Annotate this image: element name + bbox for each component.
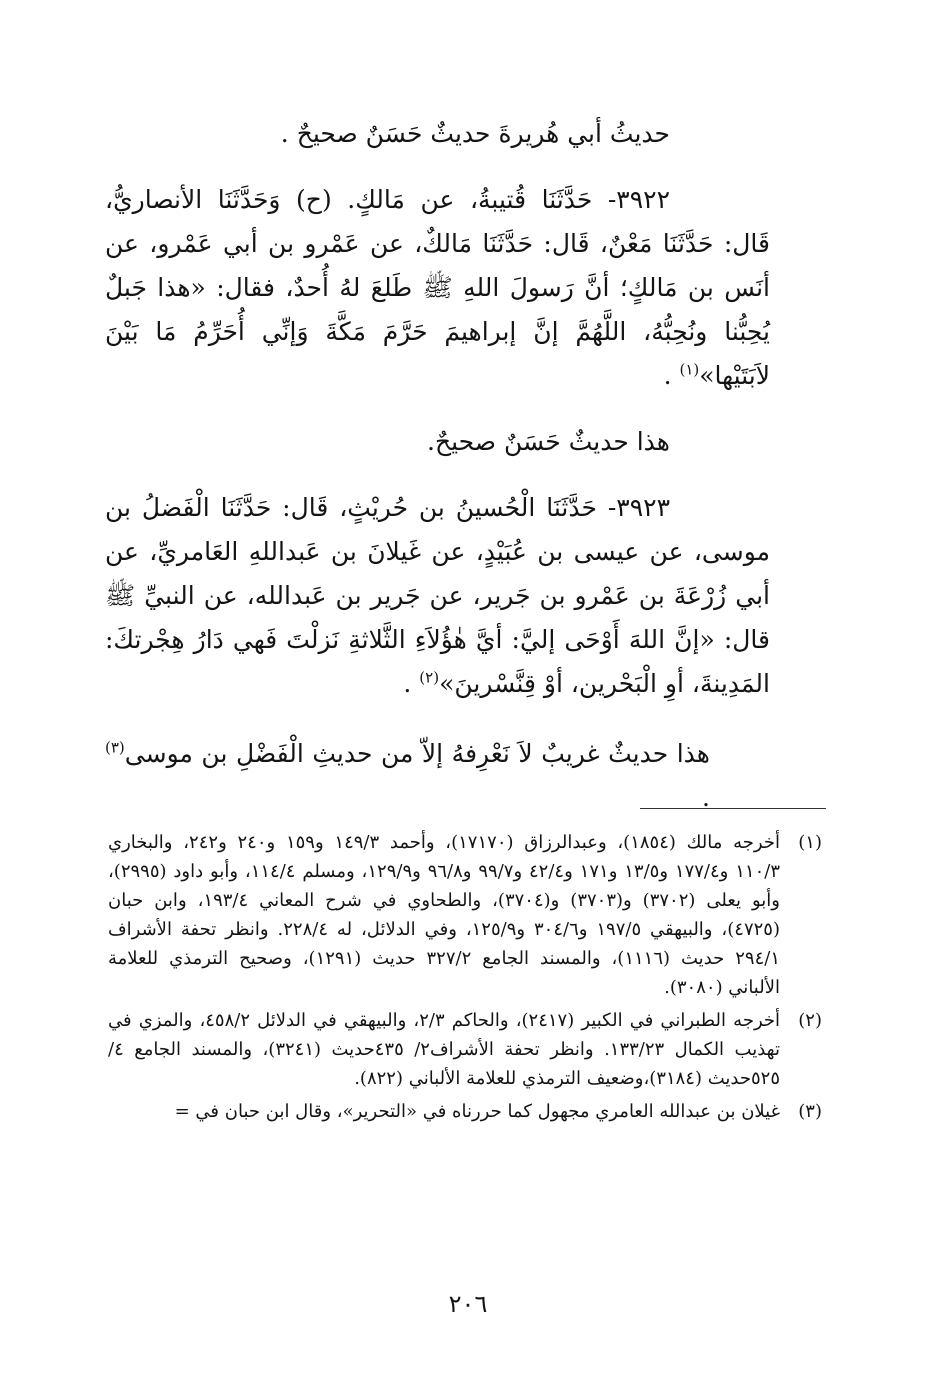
footnote-text: غيلان بن عبدالله العامري مجهول كما حررناه في «التحرير»، وقال ابن حبان في = xyxy=(174,1101,780,1122)
verdict-3923 xyxy=(105,732,770,820)
verdict-3922-text: هذا حديثٌ حَسَنٌ صحيحٌ. xyxy=(427,427,670,456)
verdict-text: حديثُ أبي هُريرةَ حديثٌ حَسَنٌ صحيحٌ . xyxy=(280,119,670,148)
hadith-3922-end: . xyxy=(663,361,680,390)
page-number: ٢٠٦ xyxy=(448,1290,488,1318)
hadith-3923 xyxy=(105,486,770,706)
footnote-text: أخرجه الطبراني في الكبير (٢٤١٧)، والحاكم ٢/٣، والبيهقي في الدلائل ٤٥٨/٢، والمزي في تهذيب الكمال ١٣٣/٢٣. وانظر تحفة الأشراف٢/ ٤٣٥حديث (٣٢٤١)، والمسند الجامع ٤/ ٥٢٥حديث (٣١٨٤)،وضعيف الترمذي للعلامة الألباني (٨٢٢). xyxy=(108,1010,781,1089)
hadith-3922 xyxy=(105,178,770,398)
verdict-3923-end: . xyxy=(702,783,710,812)
footnote-2 xyxy=(108,1006,822,1093)
main-text xyxy=(105,112,770,820)
footnote-1 xyxy=(108,828,822,1002)
footnotes xyxy=(108,828,822,1130)
footnote-divider xyxy=(640,808,826,809)
verdict-3922 xyxy=(105,420,770,464)
footnote-marker-1[interactable]: (١) xyxy=(679,360,700,379)
verdict-3923-text: هذا حديثٌ غريبٌ لاَ نَعْرِفهُ إلاّ من حديثِ الْفَضْلِ بن موسى xyxy=(124,739,710,768)
footnote-number: (١) xyxy=(798,832,822,853)
hadith-3922-text: ٣٩٢٢- حَدَّثَنَا قُتيبةُ، عن مَالكٍ. (ح) وَحَدَّثَنَا الأنصاريُّ، قَال: حَدَّثَنَا مَعْنٌ، قَال: حَدَّثَنَا مَالكٌ، عن عَمْرو بن أبي عَمْرو، عن أنَس بن مَالكٍ؛ أنَّ رَسولَ اللهِ ﷺ طَلعَ لهُ أُحدٌ، فقال: «هذا جَبلٌ يُحِبُّنا ونُحِبُّهُ، اللَّهُمَّ إنَّ إبراهيمَ حَرَّمَ مَكَّةَ وَإنِّي أُحَرِّمُ مَا بَيْنَ لاَبَتَيْها» xyxy=(105,185,770,390)
footnote-text: أخرجه مالك (١٨٥٤)، وعبدالرزاق (١٧١٧٠)، وأحمد ١٤٩/٣ و١٥٩ و٢٤٠ و٢٤٢، والبخاري ١١٠/٣ و١٧٧/٤ و١٣/٥ و١٧١ و٤٢/٤ و٩٩/٧ و٩٦/٨ و١٢٩/٩، ومسلم ١١٤/٤، وأبو داود (٢٩٩٥)، وأبو يعلى (٣٧٠٢) و(٣٧٠٣) و(٣٧٠٤)، والطحاوي في شرح المعاني ١٩٣/٤، وابن حبان (٤٧٢٥)، والبيهقي ١٩٧/٥ و٣٠٤/٦ و١٢٥/٩، وفي الدلائل، له ٢٢٨/٤. وانظر تحفة الأشراف ٢٩٤/١ حديث (١١١٦)، والمسند الجامع ٣٢٧/٢ حديث (١٢٩١)، وصحيح الترمذي للعلامة الألباني (٣٠٨٠). xyxy=(108,832,780,998)
footnote-number: (٢) xyxy=(798,1010,822,1031)
footnote-marker-2[interactable]: (٢) xyxy=(419,668,440,687)
hadith-3923-text: ٣٩٢٣- حَدَّثَنَا الْحُسينُ بن حُريْثٍ، قَال: حَدَّثَنَا الْفَضلُ بن موسى، عن عيسى بن عُبَيْدٍ، عن غَيلانَ بن عَبداللهِ العَامريِّ، عن أبي زُرْعَةَ بن عَمْرو بن جَرير، عن جَرير بن عَبدالله، عن النبيِّ ﷺ قال: «إنَّ اللهَ أَوْحَى إليَّ: أيَّ هٰؤُلاَءِ الثَّلاثةِ نَزلْتَ فَهي دَارُ هِجْرتكَ: المَدِينةَ، أوِ الْبَحْرين، أوْ قِنَّسْرينَ» xyxy=(105,493,770,698)
verdict-previous xyxy=(105,112,770,156)
hadith-3923-end: . xyxy=(403,669,420,698)
footnote-3 xyxy=(108,1097,822,1126)
footnote-marker-3[interactable]: (٣) xyxy=(105,738,125,757)
footnote-number: (٣) xyxy=(798,1101,822,1122)
